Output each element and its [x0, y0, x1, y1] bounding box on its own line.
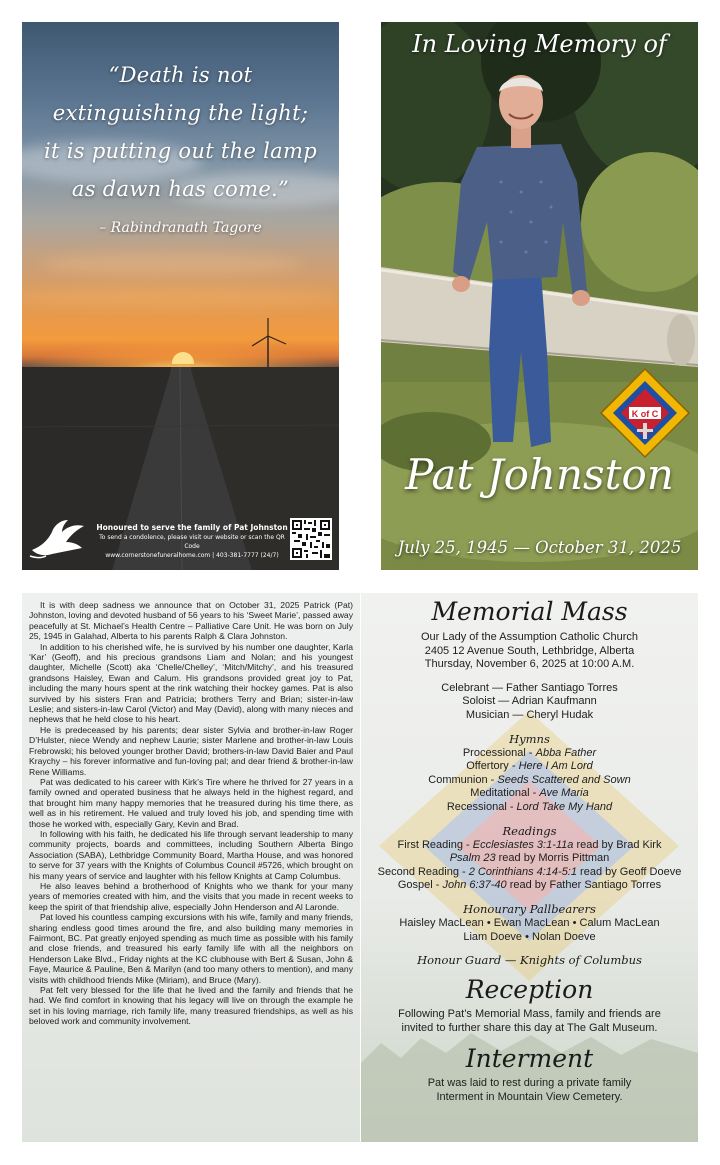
interment-heading: Interment: [465, 1044, 594, 1074]
quote-card: [22, 22, 339, 570]
reception-line: Following Pat’s Memorial Mass, family and friends are: [398, 1008, 661, 1021]
hymn-label: Communion -: [428, 773, 498, 786]
hymn-title: Ave Maria: [539, 787, 589, 800]
reading-title: John 6:37-40: [442, 879, 507, 892]
mass-datetime: Thursday, November 6, 2025 at 10:00 A.M.: [424, 658, 635, 671]
reading-label: Second Reading -: [377, 865, 469, 878]
obituary-paragraph: It is with deep sadness we announce that on October 31, 2025 Patrick (Pat) Johnston, loving and devoted husband of 56 years to his ‘Sweet Marie’, passed away peacefully at St. Michael’s Health Centre – Palliative Care Unit. He was born on July 25, 1945 in Galahad, Alberta to his parents Ralph & Clara Johnston.: [29, 600, 353, 642]
knights-of-columbus-emblem-icon: [599, 367, 691, 459]
memorial-mass-panel: [361, 593, 698, 1142]
musician: Musician — Cheryl Hudak: [465, 708, 594, 721]
reading-label: First Reading -: [397, 838, 473, 851]
hymn-title: Abba Father: [535, 746, 597, 759]
qr-code-icon[interactable]: [290, 518, 332, 560]
reading-title: Ecclesiastes 3:1-11a: [472, 838, 574, 851]
reception-heading: Reception: [465, 975, 594, 1005]
hymns-heading: Hymns: [509, 731, 550, 746]
dove-logo-icon: [28, 516, 86, 562]
reading-item: [361, 879, 698, 893]
reading-reader: read by Brad Kirk: [573, 838, 662, 851]
obituary-paragraph: Pat was dedicated to his career with Kirk’s Tire where he thrived for 27 years in a family owned and operated business that he always held in the highest regard, and that brought him many happy memories that he treasured during his time there, as well as in his retirement. He valued and truly loved his job, and spending time with those he worked with, especially Gary, Kevin and Brad.: [29, 776, 353, 829]
reading-reader: read by Morris Pittman: [495, 852, 610, 865]
obituary-paragraph: He also leaves behind a brotherhood of Knights who we thank for your many years of memories created with him, and the visits that you made in recent weeks to keep the spirit of that friendship alive, especially John Henderson and Al Laronde.: [29, 880, 353, 912]
readings-heading: Readings: [502, 823, 557, 838]
obituary-paragraph: He is predeceased by his parents; dear sister Sylvia and brother-in-law Roger D’Hulster, niece Wendy and nephew Laurie; sister Marlene and brother-in-law Louis Frebrowski; his beloved younger brother David; brothers-in-law David Baier and Paul Kraychy – his forever informative and fun-loving pal; and dear friend & brother-in-law Rene Williams.: [29, 724, 353, 777]
church-name: Our Lady of the Assumption Catholic Church: [420, 631, 639, 643]
hymn-label: Offertory -: [466, 760, 519, 773]
obituary-panel: [22, 593, 360, 1142]
reading-reader: read by Father Santiago Torres: [506, 879, 662, 892]
quote-author: – Rabindranath Tagore: [99, 220, 262, 236]
footer-contact[interactable]: www.cornerstonefuneralhome.com | 403-381-7777 (24/7): [105, 552, 279, 559]
hymn-item: [361, 774, 698, 788]
honour-guard: Honour Guard — Knights of Columbus: [417, 953, 642, 968]
memory-heading: In Loving Memory of: [412, 30, 667, 58]
reading-item: [361, 852, 698, 866]
footer-line: To send a condolence, please visit our website or scan the QR Code: [99, 534, 285, 550]
reading-reader: read by Geoff Doeve: [576, 865, 682, 878]
reading-title: 2 Corinthians 4:14-5:1: [468, 865, 577, 878]
interment-line: Pat was laid to rest during a private family: [427, 1077, 632, 1090]
hymn-label: Processional -: [462, 746, 536, 759]
quote-text: “Death is not extinguishing the light; it is putting out the lamp as dawn has come.”: [44, 63, 317, 201]
hymn-label: Recessional -: [446, 800, 517, 813]
memorial-photo-card: [381, 22, 698, 570]
hymn-item: [361, 801, 698, 815]
celebrant: Celebrant — Father Santiago Torres: [441, 681, 618, 694]
reading-title: Psalm 23: [449, 852, 496, 865]
footer-title: Honoured to serve the family of Pat Johnston: [96, 523, 288, 532]
cloud: [42, 252, 302, 276]
obituary-paragraph: Pat felt very blessed for the life that he lived and the family and friends that he had. We find comfort in knowing that his legacy will live on through the example he set in his loving marriage, rich family life, many treasured friendships, as well as his beloved work and community involvement.: [29, 985, 353, 1027]
reading-label: Gospel -: [397, 879, 443, 892]
funeral-home-footer: [92, 522, 292, 560]
interment-line: Interment in Mountain View Cemetery.: [436, 1090, 623, 1103]
memorial-mass-heading: Memorial Mass: [431, 597, 628, 626]
hymn-item: [361, 787, 698, 801]
reading-item: [361, 866, 698, 880]
deceased-name: Pat Johnston: [405, 450, 674, 499]
obituary-paragraph: In addition to his cherished wife, he is survived by his number one daughter, Karla ‘Kar’ (Geoff), and his precious grandsons Liam and Nolan; and his youngest daughter, Michelle (Scott) aka ‘Chelle/Chelley’, ‘Mitch/Mitchy’, and his treasured grandsons Haisley, Ewan and Calum. His grandsons provided great joy to Pat, including the many hours spent at the rink watching their hockey games. Pat is also survived by his sisters Fran and Patricia; brothers Terry and Brian; sister-in-law Leslie; and sisters-in-law Carol (Victor) and May (David), along with many nieces and nephews that he held close to his heart.: [29, 641, 353, 725]
hymn-label: Meditational -: [470, 787, 540, 800]
pallbearers-line: Haisley MacLean • Ewan MacLean • Calum MacLean: [399, 916, 660, 929]
hymn-item: [361, 747, 698, 761]
soloist: Soloist — Adrian Kaufmann: [462, 695, 597, 708]
obituary-paragraph: Pat loved his countless camping excursions with his wife, family and many friends, sharing endless good times around the fire, and also building many memories in Fairmont, BC. Pat greatly enjoyed spending as much time as possible with his family and close friends, and treasured his early family life with all the neighbors on Henderson Lake Blvd., Friday nights at the KC clubhouse with Bert & Susan, John & Faye, Maurice & Pauline, Ben & Marilyn (and too many others to mention), and many visits with childhood friends Mike (Miriam), and Bruce (Mary).: [29, 912, 353, 985]
hymn-title: Lord Take My Hand: [516, 800, 613, 813]
reception-line: invited to further share this day at The Galt Museum.: [401, 1021, 658, 1034]
hymn-title: Seeds Scattered and Sown: [497, 773, 631, 786]
life-dates: July 25, 1945 — October 31, 2025: [397, 538, 682, 557]
emblem-letters: K of C: [631, 409, 659, 419]
hymn-title: Here I Am Lord: [518, 760, 593, 773]
pallbearers-heading: Honourary Pallbearers: [463, 901, 596, 916]
obituary-paragraph: In following with his faith, he dedicated his life through servant leadership to many community projects, boards and committees, including Southern Alberta Bingo Association (SABA), Lethbridge Community Board, Martha House, and was honored to serve for 37 years with the Knights of Columbus Council #5726, which brought on his many years of service and laughter with his fellow Knights at Camp Columbus.: [29, 828, 353, 881]
hymn-item: [361, 760, 698, 774]
cloud: [22, 287, 339, 309]
pallbearers-line: Liam Doeve • Nolan Doeve: [463, 930, 596, 943]
wind-turbine-icon: [244, 312, 294, 372]
church-address: 2405 12 Avenue South, Lethbridge, Alberta: [424, 644, 635, 657]
reading-item: [361, 839, 698, 853]
